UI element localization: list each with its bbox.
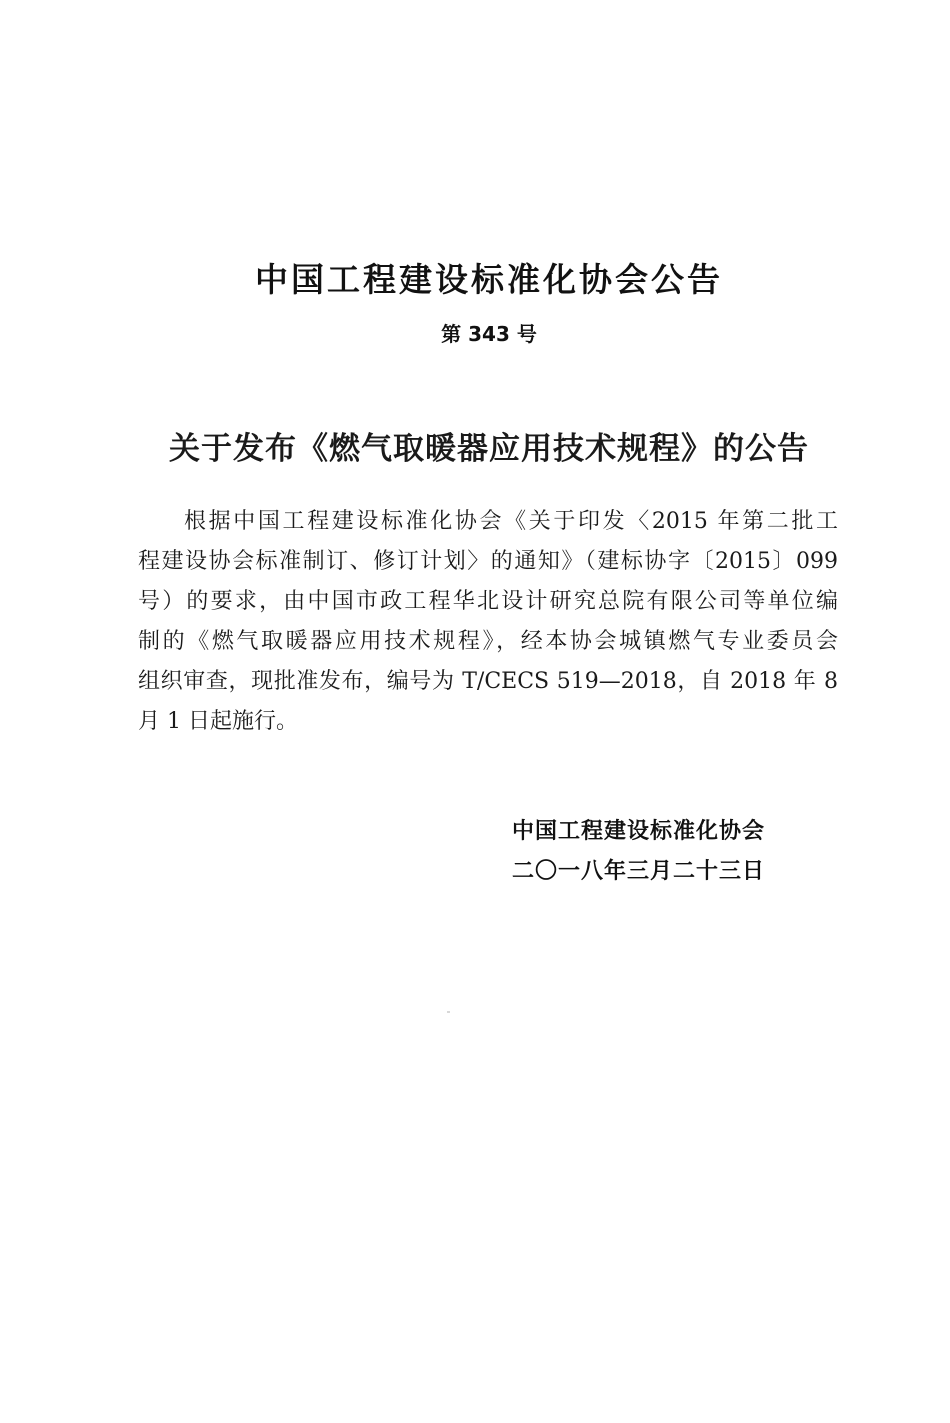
organization-title: 中国工程建设标准化协会公告: [255, 260, 723, 300]
body-line: 根据中国工程建设标准化协会《关于印发〈2015 年第二批工: [184, 509, 838, 534]
issue-date: 二〇一八年三月二十三日: [512, 859, 766, 884]
body-line: 号）的要求，由中国市政工程华北设计研究总院有限公司等单位编: [138, 589, 838, 614]
body-line: 月 1 日起施行。: [138, 709, 298, 734]
scan-speck: [447, 1011, 450, 1013]
notice-number: 第 343 号: [441, 322, 537, 346]
signature-block: [512, 812, 765, 892]
announcement-body: [138, 502, 838, 742]
issuer-name: 中国工程建设标准化协会: [512, 819, 766, 844]
body-line: 制的《燃气取暖器应用技术规程》，经本协会城镇燃气专业委员会: [138, 629, 838, 654]
body-line: 组织审查，现批准发布，编号为 T/CECS 519—2018，自 2018 年 8: [138, 669, 838, 694]
notice-title: 关于发布《燃气取暖器应用技术规程》的公告: [169, 430, 809, 467]
body-line: 程建设协会标准制订、修订计划〉的通知》（建标协字〔2015〕099: [138, 549, 838, 574]
